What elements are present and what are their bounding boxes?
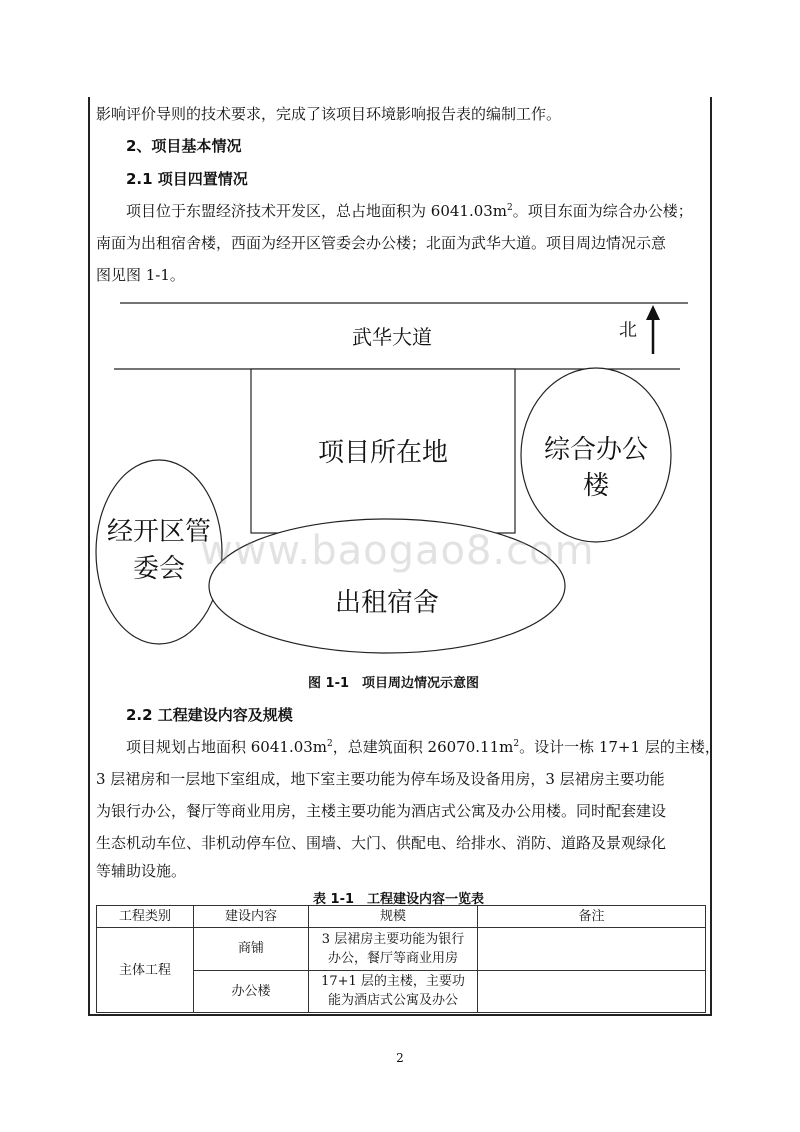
road-label: 武华大道 — [352, 325, 432, 349]
cell-content: 办公楼 — [194, 970, 309, 1013]
north-label: 北 — [619, 320, 637, 341]
north-arrowhead-icon — [646, 305, 660, 320]
watermark: www.baogao8.com — [200, 528, 595, 574]
paragraph-scale-line2: 3 层裙房和一层地下室组成，地下室主要功能为停车场及设备用房，3 层裙房主要功能 — [96, 770, 665, 788]
south-building-label: 出租宿舍 — [334, 588, 440, 618]
cell-scale: 17+1 层的主楼，主要功 能为酒店式公寓及办公 — [309, 970, 478, 1013]
east-building-label-1: 综合办公 — [543, 435, 649, 465]
cell-scale: 3 层裙房主要功能为银行 办公，餐厅等商业用房 — [309, 928, 478, 971]
cell-note — [478, 928, 706, 971]
section-heading-2-1: 2.1 项目四置情况 — [126, 170, 248, 188]
header-content: 建设内容 — [194, 906, 309, 928]
section-heading-2: 2、项目基本情况 — [126, 137, 242, 155]
paragraph-scale-line1: 项目规划占地面积 $6041.03m^2$，总建筑面积 $26070.11m^2$。设计一栋 17+1 层的主楼， — [126, 738, 720, 756]
paragraph-intro: 影响评价导则的技术要求，完成了该项目环境影响报告表的编制工作。 — [96, 105, 562, 123]
paragraph-scale-line3: 为银行办公，餐厅等商业用房，主楼主要功能为酒店式公寓及办公用楼。同时配套建设 — [96, 802, 667, 820]
table-header-row — [97, 906, 706, 928]
paragraph-scale-line4: 生态机动车位、非机动停车位、围墙、大门、供配电、给排水、消防、道路及景观绿化 — [96, 834, 667, 852]
paragraph-scale-line5: 等辅助设施。 — [96, 862, 187, 880]
paragraph-location-line2: 南面为出租宿舍楼，西面为经开区管委会办公楼；北面为武华大道。项目周边情况示意 — [96, 234, 667, 252]
header-note: 备注 — [478, 906, 706, 928]
east-building-label-2: 楼 — [582, 471, 610, 501]
cell-note — [478, 970, 706, 1013]
west-building-label-2: 委会 — [132, 554, 186, 584]
header-scale: 规模 — [309, 906, 478, 928]
section-heading-2-2: 2.2 工程建设内容及规模 — [126, 706, 293, 724]
table-row — [97, 928, 706, 971]
table-caption: 表 1-1 工程建设内容一览表 — [313, 892, 485, 907]
paragraph-location-line3: 图见图 1-1。 — [96, 266, 185, 284]
header-category: 工程类别 — [97, 906, 194, 928]
figure-caption: 图 1-1 项目周边情况示意图 — [308, 676, 480, 691]
cell-content: 商铺 — [194, 928, 309, 971]
page-number: 2 — [396, 1051, 404, 1065]
construction-table — [96, 905, 706, 1013]
west-building-label-1: 经开区管 — [106, 517, 212, 547]
project-site-label: 项目所在地 — [317, 438, 449, 468]
paragraph-location-line1: 项目位于东盟经济技术开发区，总占地面积为 $6041.03m^2$。项目东面为综合办公楼； — [126, 202, 693, 220]
cell-category: 主体工程 — [97, 928, 194, 1013]
